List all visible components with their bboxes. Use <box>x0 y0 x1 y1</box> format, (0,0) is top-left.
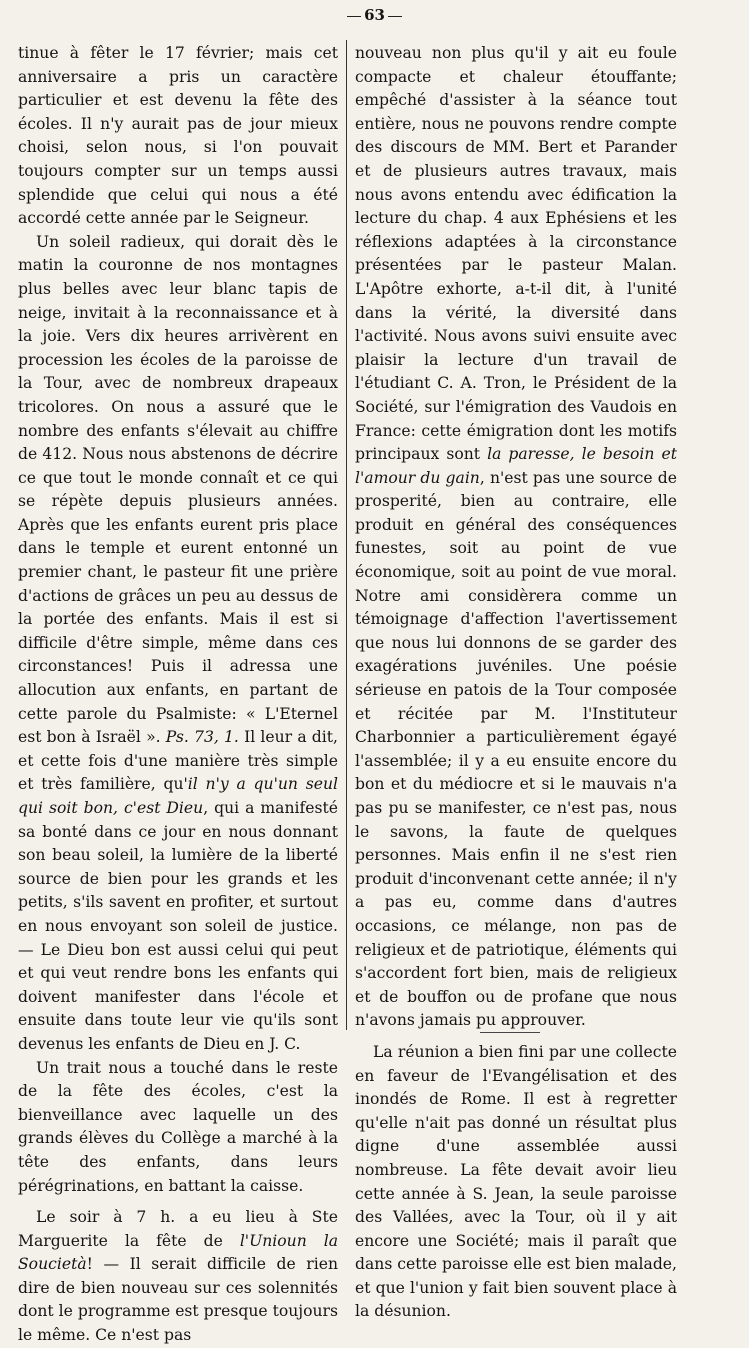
italic-motives: la paresse, le besoin et l'amour du gain <box>355 445 677 487</box>
end-rule <box>480 1032 540 1033</box>
paragraph-evening-fete <box>18 1206 338 1348</box>
society-name: l'Unioun la Soucietà <box>18 1231 338 1274</box>
paragraph-sunny-day <box>18 231 338 1057</box>
column-divider <box>346 40 347 1030</box>
text-run: Le soir à 7 h. a eu lieu à Ste Marguerite la fête de <box>18 1208 338 1250</box>
page-number: 63 <box>0 6 749 24</box>
italic-quote: il n'y a qu'un seul qui soit bon, c'est Dieu <box>18 775 338 817</box>
right-column <box>355 42 677 1324</box>
paragraph-society-meeting <box>355 42 677 1033</box>
text-run: ! — Il serait difficile de rien dire de bien nouveau sur ces solennités dont le programme est presque toujours le même. Ce n'est pas <box>18 1255 338 1345</box>
text-run: , qui a manifesté sa bonté dans ce jour en nous donnant son beau soleil, la lumière de la liberté source de bien pour les grands et les petits, s'ils savent en profiter, et surtout en nous envoyant son soleil de justice. — Le Dieu bon est aussi celui qui peut et qui veut rendre bons les enfants qui doivent manifester dans l'école et ensuite dans toute leur vie qu'ils sont devenus les enfants de Dieu en J. C. <box>18 799 338 1053</box>
paragraph-college-student: Un trait nous a touché dans le reste de la fête des écoles, c'est la bienveillance avec laquelle un des grands élèves du Collège a marché à la tête des enfants, dans leurs pérégrinations, en battant la caisse. <box>18 1058 338 1195</box>
left-column <box>18 42 338 1348</box>
text-run: Un soleil radieux, qui dorait dès le matin la couronne de nos montagnes plus belles avec leur blanc tapis de neige, invitait à la reconnaissance et à la joie. Vers dix heures arrivèrent en procession les écoles de la paroisse de la Tour, avec de nombreux drapeaux tricolores. On nous a assuré que le nombre des enfants s'élevait au chiffre de 412. Nous nous abstenons de décrire ce que tout le monde connaît et ce qui se répète depuis plusieurs années. Après que les enfants eurent pris place dans le temple et eurent entonné un premier chant, le pasteur fit une prière d'actions de grâces un peu au dessus de la portée des enfants. Mais il est si difficile d'être simple, même dans ces circonstances! Puis il adressa une allocution aux enfants, en partant de cette parole du Psalmiste: « L'Eternel est bon à Israël ». <box>18 232 338 747</box>
paragraph-continuation: tinue à fêter le 17 février; mais cet anniversaire a pris un caractère particulier et est devenu la fête des écoles. Il n'y aurait pas de jour mieux choisi, selon nous, si l'on pouvait toujours compter sur un temps aussi splendide que celui qui nous a été accordé cette année par le Seigneur. <box>18 44 338 228</box>
text-run: nouveau non plus qu'il y ait eu foule compacte et chaleur étouffante; empêché d'assister à la séance tout entière, nous ne pouvons rendre compte des discours de MM. Bert et Parander et de plusieurs autres travaux, mais nous avons entendu avec édification la lecture du chap. 4 aux Ephésiens et les réflexions adaptées à la circonstance présentées par le pasteur Malan. L'Apôtre exhorte, a-t-il dit, à l'unité dans la vérité, la diversité dans l'activité. Nous avons suivi ensuite avec plaisir la lecture d'un travail de l'étudiant C. A. Tron, le Président de la Société, sur l'émigration des Vaudois en France: cette émigration dont les motifs principaux sont <box>355 44 677 464</box>
paragraph-collection: La réunion a bien fini par une collecte en faveur de l'Evangélisation et des inondés de Rome. Il est à regretter qu'elle n'ait pas donné un résultat plus digne d'une assemblée aussi nombreuse. La fête devait avoir lieu cette année à S. Jean, la seule paroisse des Vallées, avec la Tour, où il y ait encore une Société; mais il paraît que dans cette paroisse elle est bien malade, et que l'union y fait bien souvent place à la désunion. <box>355 1042 677 1321</box>
scripture-reference: Ps. 73, 1. <box>165 728 239 747</box>
text-run: , n'est pas une source de prosperité, bien au contraire, elle produit en général des conséquences funestes, soit au point de vue économique, soit au point de vue moral. Notre ami considèrera comme un témoignage d'affection l'avertissement que nous lui donnons de se garder des exagérations juvéniles. Une poésie sérieuse en patois de la Tour composée et récitée par M. l'Instituteur Charbonnier a particulièrement égayé l'assemblée; il y a eu ensuite encore du bon et du médiocre et si le mauvais n'a pas pu se manifester, ce n'est pas, nous le savons, la faute de quelques personnes. Mais enfin il ne s'est rien produit d'inconvenant cette année; il n'y a pas eu, comme dans d'autres occasions, ce mélange, non pas de religieux et de patriotique, éléments qui s'accordent fort bien, mais de religieux et de bouffon ou de profane que nous n'avons jamais pu approuver. <box>355 468 677 1030</box>
text-run: Il leur a dit, et cette fois d'une manière très simple et très familière, qu' <box>18 728 338 794</box>
